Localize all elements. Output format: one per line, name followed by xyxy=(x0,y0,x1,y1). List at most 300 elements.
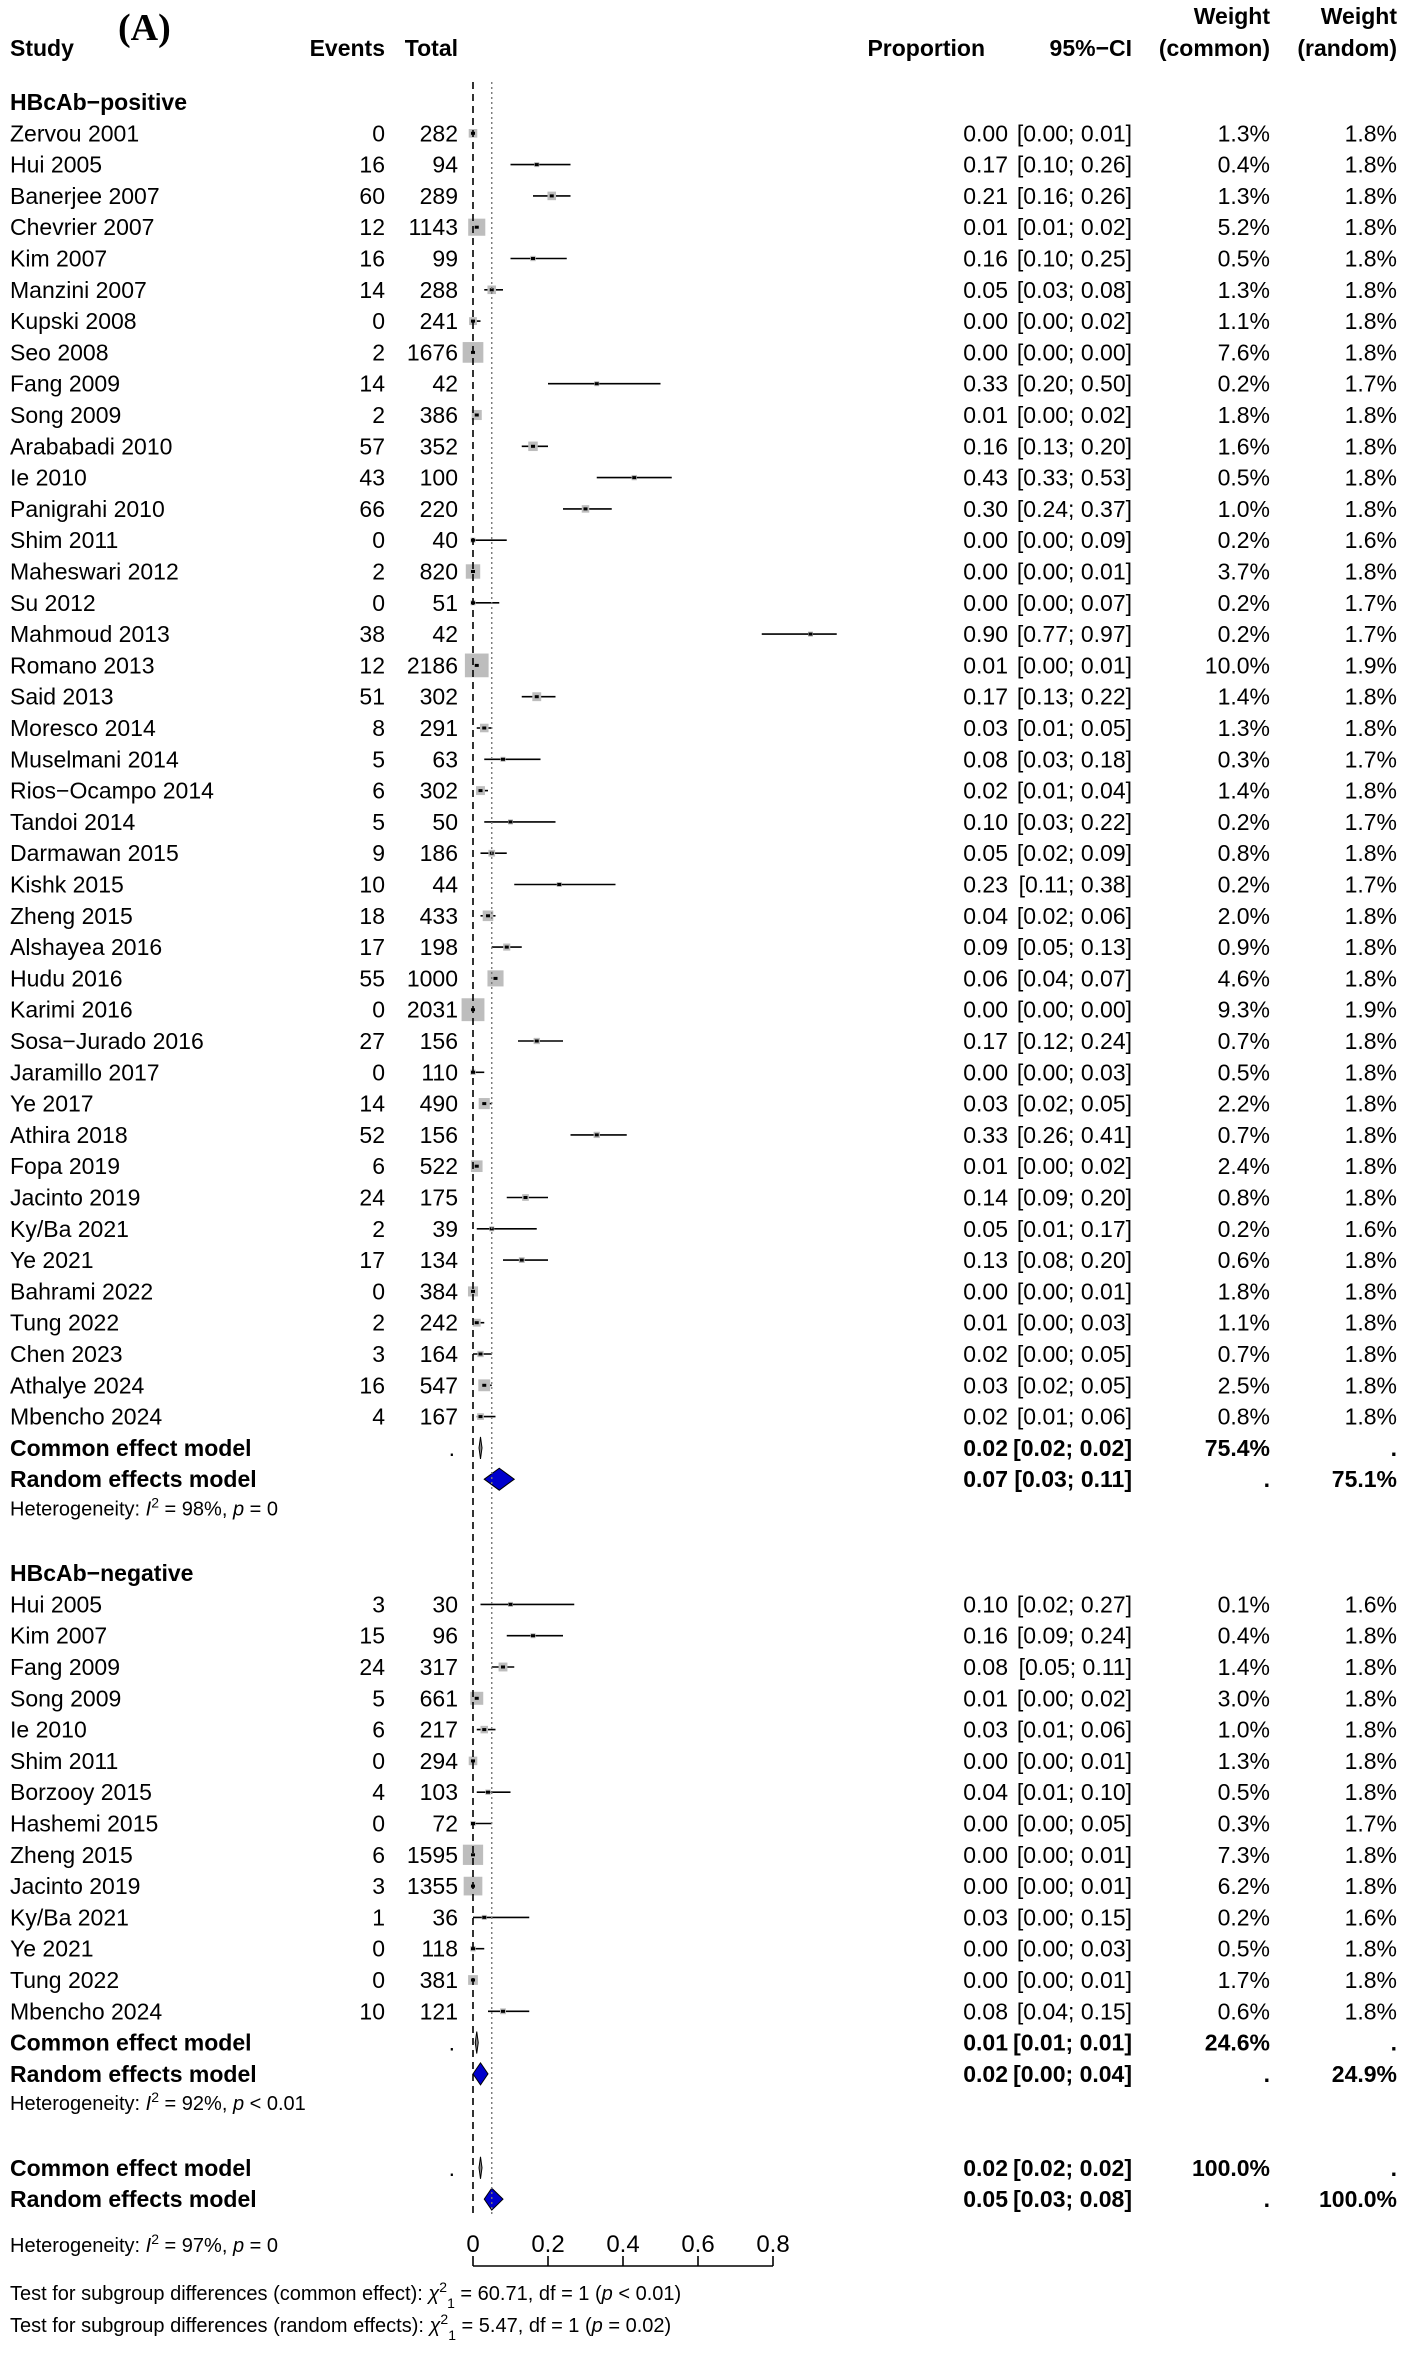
study-weight-common: 7.3% xyxy=(1217,1841,1270,1868)
study-label: Ky/Ba 2021 xyxy=(10,1215,129,1242)
study-events: 1 xyxy=(372,1904,385,1931)
random-model-weight-common: . xyxy=(1263,2060,1270,2087)
study-events: 14 xyxy=(359,370,385,397)
header-weight-random: Weight xyxy=(1320,3,1397,29)
study-label: Jacinto 2019 xyxy=(10,1184,141,1211)
study-total: 241 xyxy=(419,308,458,335)
study-proportion: 0.00 xyxy=(963,1810,1008,1837)
study-proportion: 0.00 xyxy=(963,996,1008,1023)
x-tick-label: 0.8 xyxy=(756,2231,790,2258)
study-proportion: 0.01 xyxy=(963,652,1008,679)
study-total: 134 xyxy=(419,1247,458,1274)
study-weight-random: 1.8% xyxy=(1344,902,1397,929)
random-model-weight-random: 75.1% xyxy=(1331,1466,1397,1493)
study-ci: [0.00; 0.01] xyxy=(1016,120,1132,147)
study-weight-random: 1.9% xyxy=(1344,652,1397,679)
study-weight-common: 1.3% xyxy=(1217,276,1270,303)
study-label: Hudu 2016 xyxy=(10,965,123,992)
study-total: 381 xyxy=(419,1967,458,1993)
study-weight-common: 0.5% xyxy=(1217,245,1270,272)
study-total: 156 xyxy=(419,1121,458,1148)
study-weight-random: 1.8% xyxy=(1344,1247,1397,1274)
x-tick-label: 0.4 xyxy=(606,2231,640,2258)
study-events: 4 xyxy=(372,1403,385,1430)
study-events: 18 xyxy=(359,902,385,929)
study-weight-common: 0.2% xyxy=(1217,1215,1270,1242)
study-events: 6 xyxy=(372,777,385,804)
study-weight-random: 1.8% xyxy=(1344,308,1397,335)
study-total: 282 xyxy=(419,120,458,147)
study-weight-random: 1.8% xyxy=(1344,245,1397,272)
study-events: 0 xyxy=(372,996,385,1023)
study-events: 0 xyxy=(372,120,385,147)
study-label: Mbencho 2024 xyxy=(10,1998,163,2025)
study-ci: [0.00; 0.02] xyxy=(1016,1685,1132,1712)
study-weight-common: 0.8% xyxy=(1217,840,1270,867)
study-total: 1000 xyxy=(406,965,458,992)
study-ci: [0.02; 0.05] xyxy=(1016,1372,1132,1399)
study-proportion: 0.14 xyxy=(963,1184,1008,1211)
study-total: 110 xyxy=(421,1059,458,1086)
random-model-ci: [0.00; 0.04] xyxy=(1013,2060,1132,2087)
study-label: Shim 2011 xyxy=(10,527,119,554)
study-total: 352 xyxy=(419,433,458,460)
study-proportion: 0.00 xyxy=(963,1059,1008,1086)
x-tick-label: 0.2 xyxy=(531,2231,565,2258)
study-proportion: 0.03 xyxy=(963,1372,1008,1399)
random-model-proportion: 0.02 xyxy=(963,2060,1008,2087)
study-proportion: 0.00 xyxy=(963,1967,1008,1993)
study-label: Maheswari 2012 xyxy=(10,558,179,585)
study-label: Kim 2007 xyxy=(10,245,108,272)
study-label: Zheng 2015 xyxy=(10,1841,133,1868)
study-ci: [0.00; 0.00] xyxy=(1016,339,1132,366)
study-total: 294 xyxy=(419,1747,458,1774)
study-ci: [0.10; 0.26] xyxy=(1016,151,1132,178)
study-total: 100 xyxy=(419,464,458,491)
study-ci: [0.77; 0.97] xyxy=(1016,621,1132,648)
study-events: 2 xyxy=(372,402,385,428)
study-weight-common: 1.3% xyxy=(1217,182,1270,209)
study-proportion: 0.04 xyxy=(963,1779,1008,1806)
study-ci: [0.00; 0.01] xyxy=(1016,558,1132,585)
study-events: 0 xyxy=(372,1278,385,1305)
study-weight-random: 1.8% xyxy=(1344,1059,1397,1086)
study-weight-random: 1.8% xyxy=(1344,1372,1397,1399)
study-proportion: 0.01 xyxy=(963,1309,1008,1336)
study-weight-common: 10.0% xyxy=(1204,652,1270,679)
study-weight-random: 1.8% xyxy=(1344,1841,1397,1868)
random-model-label: Random effects model xyxy=(10,2060,257,2087)
study-proportion: 0.33 xyxy=(963,370,1008,397)
study-events: 16 xyxy=(359,151,385,178)
study-label: Su 2012 xyxy=(10,589,96,616)
study-weight-common: 4.6% xyxy=(1217,965,1270,992)
study-total: 220 xyxy=(419,495,458,522)
group-heading: HBcAb−positive xyxy=(10,89,188,115)
study-total: 72 xyxy=(432,1810,458,1837)
study-ci: [0.01; 0.05] xyxy=(1016,715,1132,741)
study-weight-common: 0.5% xyxy=(1217,464,1270,491)
common-model-ci: [0.02; 0.02] xyxy=(1013,2154,1132,2181)
study-events: 9 xyxy=(372,840,385,867)
study-weight-common: 1.3% xyxy=(1217,715,1270,741)
study-events: 66 xyxy=(359,495,385,522)
study-weight-common: 0.3% xyxy=(1217,746,1270,773)
header-ci: 95%−CI xyxy=(1049,35,1132,61)
study-total: 490 xyxy=(419,1090,458,1117)
common-model-proportion: 0.02 xyxy=(963,2154,1008,2181)
study-ci: [0.01; 0.04] xyxy=(1016,777,1132,804)
study-events: 12 xyxy=(359,652,385,679)
study-proportion: 0.00 xyxy=(963,527,1008,554)
study-total: 44 xyxy=(432,871,458,898)
study-total: 50 xyxy=(432,808,458,835)
study-total: 289 xyxy=(419,182,458,209)
study-events: 5 xyxy=(372,808,385,835)
study-proportion: 0.16 xyxy=(963,245,1008,272)
random-model-weight-random: 100.0% xyxy=(1318,2186,1397,2213)
study-weight-common: 1.4% xyxy=(1217,683,1270,710)
study-weight-random: 1.8% xyxy=(1344,433,1397,460)
study-label: Moresco 2014 xyxy=(10,715,156,741)
study-events: 52 xyxy=(359,1121,385,1148)
study-events: 3 xyxy=(372,1591,385,1618)
study-ci: [0.00; 0.01] xyxy=(1016,652,1132,679)
study-total: 291 xyxy=(419,715,458,741)
common-diamond xyxy=(479,1437,482,1459)
study-label: Chevrier 2007 xyxy=(10,214,155,241)
study-label: Hui 2005 xyxy=(10,1591,103,1618)
study-weight-random: 1.8% xyxy=(1344,1403,1397,1430)
study-weight-common: 0.4% xyxy=(1217,1622,1270,1649)
study-label: Song 2009 xyxy=(10,1685,122,1712)
study-weight-random: 1.8% xyxy=(1344,339,1397,366)
random-model-label: Random effects model xyxy=(10,2186,257,2213)
study-events: 0 xyxy=(372,1810,385,1837)
study-weight-random: 1.8% xyxy=(1344,1121,1397,1148)
study-weight-common: 0.2% xyxy=(1217,871,1270,898)
study-ci: [0.00; 0.05] xyxy=(1016,1810,1132,1837)
study-total: 288 xyxy=(419,276,458,303)
study-events: 8 xyxy=(372,715,385,741)
study-weight-random: 1.8% xyxy=(1344,1278,1397,1305)
study-label: Ie 2010 xyxy=(10,1716,87,1743)
study-weight-random: 1.6% xyxy=(1344,1904,1397,1931)
study-proportion: 0.05 xyxy=(963,1215,1008,1242)
study-proportion: 0.01 xyxy=(963,1153,1008,1180)
study-proportion: 0.08 xyxy=(963,746,1008,773)
study-ci: [0.09; 0.24] xyxy=(1016,1622,1132,1649)
study-proportion: 0.21 xyxy=(963,182,1008,209)
study-total: 186 xyxy=(419,840,458,867)
study-weight-common: 7.6% xyxy=(1217,339,1270,366)
study-label: Mbencho 2024 xyxy=(10,1403,163,1430)
study-weight-random: 1.8% xyxy=(1344,1716,1397,1743)
study-weight-common: 9.3% xyxy=(1217,996,1270,1023)
common-diamond xyxy=(475,2032,478,2054)
study-total: 302 xyxy=(419,683,458,710)
study-weight-common: 1.1% xyxy=(1217,1309,1270,1336)
common-model-ci: [0.02; 0.02] xyxy=(1013,1434,1132,1461)
study-events: 2 xyxy=(372,1309,385,1336)
study-proportion: 0.10 xyxy=(963,1591,1008,1618)
study-weight-random: 1.8% xyxy=(1344,1654,1397,1680)
random-diamond xyxy=(473,2063,488,2085)
study-proportion: 0.16 xyxy=(963,1622,1008,1649)
study-proportion: 0.00 xyxy=(963,1278,1008,1305)
study-proportion: 0.02 xyxy=(963,1341,1008,1367)
study-weight-common: 0.2% xyxy=(1217,808,1270,835)
study-proportion: 0.00 xyxy=(963,339,1008,366)
study-proportion: 0.09 xyxy=(963,934,1008,961)
study-proportion: 0.30 xyxy=(963,495,1008,522)
study-label: Hashemi 2015 xyxy=(10,1810,159,1837)
study-events: 0 xyxy=(372,1935,385,1962)
study-total: 42 xyxy=(432,370,458,397)
study-label: Bahrami 2022 xyxy=(10,1278,154,1305)
common-model-weight-random: . xyxy=(1390,1434,1397,1461)
study-weight-common: 1.6% xyxy=(1217,433,1270,460)
study-proportion: 0.00 xyxy=(963,1747,1008,1774)
study-label: Sosa−Jurado 2016 xyxy=(10,1028,204,1054)
study-total: 2031 xyxy=(406,996,458,1023)
study-weight-common: 0.2% xyxy=(1217,589,1270,616)
study-ci: [0.02; 0.09] xyxy=(1016,840,1132,867)
study-total: 302 xyxy=(419,777,458,804)
study-ci: [0.00; 0.05] xyxy=(1016,1341,1132,1367)
common-model-weight-random: . xyxy=(1390,2029,1397,2056)
study-label: Muselmani 2014 xyxy=(10,746,179,773)
study-total: 661 xyxy=(419,1685,458,1712)
study-events: 14 xyxy=(359,276,385,303)
study-label: Jacinto 2019 xyxy=(10,1873,141,1900)
heterogeneity-text: Heterogeneity: $I^2 = 92\%$, p < 0.01 xyxy=(10,2089,306,2116)
study-ci: [0.00; 0.00] xyxy=(1016,996,1132,1023)
study-ci: [0.04; 0.15] xyxy=(1016,1998,1132,2025)
study-total: 94 xyxy=(432,151,458,178)
study-events: 10 xyxy=(359,871,385,898)
study-weight-random: 1.8% xyxy=(1344,402,1397,428)
study-label: Alshayea 2016 xyxy=(10,934,163,961)
study-weight-common: 0.6% xyxy=(1217,1998,1270,2025)
study-total: 36 xyxy=(432,1904,458,1931)
study-events: 17 xyxy=(359,934,385,961)
random-model-proportion: 0.05 xyxy=(963,2186,1008,2213)
study-label: Manzini 2007 xyxy=(10,276,147,303)
study-ci: [0.13; 0.22] xyxy=(1016,683,1132,710)
study-label: Kupski 2008 xyxy=(10,308,137,335)
study-weight-common: 0.2% xyxy=(1217,1904,1270,1931)
study-ci: [0.00; 0.03] xyxy=(1016,1309,1132,1336)
random-model-ci: [0.03; 0.11] xyxy=(1014,1466,1132,1493)
study-weight-common: 0.8% xyxy=(1217,1403,1270,1430)
study-events: 2 xyxy=(372,1215,385,1242)
header-total: Total xyxy=(404,35,458,61)
study-proportion: 0.04 xyxy=(963,902,1008,929)
study-label: Zervou 2001 xyxy=(10,120,140,147)
study-total: 175 xyxy=(419,1184,458,1211)
common-model-label: Common effect model xyxy=(10,2154,252,2181)
study-events: 6 xyxy=(372,1153,385,1180)
common-model-label: Common effect model xyxy=(10,2029,252,2056)
study-ci: [0.00; 0.02] xyxy=(1016,1153,1132,1180)
study-ci: [0.00; 0.01] xyxy=(1016,1873,1132,1900)
study-ci: [0.20; 0.50] xyxy=(1016,370,1132,397)
study-events: 5 xyxy=(372,1685,385,1712)
study-proportion: 0.03 xyxy=(963,715,1008,741)
study-weight-common: 6.2% xyxy=(1217,1873,1270,1900)
study-events: 3 xyxy=(372,1873,385,1900)
study-weight-random: 1.8% xyxy=(1344,1935,1397,1962)
study-weight-random: 1.7% xyxy=(1344,370,1397,397)
subgroup-test-text: Test for subgroup differences (random effects): $\chi^2_1 = 5.47$, df = 1 (p = 0.02) xyxy=(10,2311,672,2343)
study-proportion: 0.17 xyxy=(963,151,1008,178)
study-ci: [0.10; 0.25] xyxy=(1016,245,1132,272)
study-weight-common: 0.2% xyxy=(1217,370,1270,397)
study-events: 24 xyxy=(359,1654,385,1680)
study-total: 121 xyxy=(419,1998,458,2025)
common-model-proportion: 0.02 xyxy=(963,1434,1008,1461)
study-weight-common: 5.2% xyxy=(1217,214,1270,241)
study-events: 6 xyxy=(372,1716,385,1743)
study-label: Chen 2023 xyxy=(10,1341,123,1367)
study-ci: [0.01; 0.06] xyxy=(1016,1716,1132,1743)
study-weight-random: 1.8% xyxy=(1344,214,1397,241)
study-ci: [0.00; 0.03] xyxy=(1016,1059,1132,1086)
study-label: Ye 2021 xyxy=(10,1935,94,1962)
study-weight-random: 1.7% xyxy=(1344,808,1397,835)
study-ci: [0.00; 0.03] xyxy=(1016,1935,1132,1962)
study-weight-random: 1.8% xyxy=(1344,1685,1397,1712)
study-events: 27 xyxy=(359,1028,385,1054)
study-proportion: 0.00 xyxy=(963,558,1008,585)
study-proportion: 0.17 xyxy=(963,683,1008,710)
study-label: Athira 2018 xyxy=(10,1121,128,1148)
common-model-weight-random: . xyxy=(1390,2154,1397,2181)
study-label: Kim 2007 xyxy=(10,1622,108,1649)
study-ci: [0.08; 0.20] xyxy=(1016,1247,1132,1274)
study-proportion: 0.00 xyxy=(963,1841,1008,1868)
study-label: Ye 2017 xyxy=(10,1090,94,1117)
header-common: (common) xyxy=(1158,35,1270,61)
common-model-ci: [0.01; 0.01] xyxy=(1013,2029,1132,2056)
study-proportion: 0.02 xyxy=(963,1403,1008,1430)
study-weight-common: 0.5% xyxy=(1217,1779,1270,1806)
study-proportion: 0.23 xyxy=(963,871,1008,898)
study-total: 433 xyxy=(419,902,458,929)
study-weight-random: 1.8% xyxy=(1344,934,1397,961)
study-total: 2186 xyxy=(406,652,458,679)
study-label: Borzooy 2015 xyxy=(10,1779,152,1806)
study-ci: [0.12; 0.24] xyxy=(1016,1028,1132,1054)
study-label: Fopa 2019 xyxy=(10,1153,120,1180)
study-events: 10 xyxy=(359,1998,385,2025)
study-weight-random: 1.6% xyxy=(1344,527,1397,554)
study-total: 167 xyxy=(419,1403,458,1430)
study-total: 217 xyxy=(419,1716,458,1743)
subgroup-test-text: Test for subgroup differences (common effect): $\chi^2_1 = 60.71$, df = 1 (p < 0.01) xyxy=(10,2279,682,2311)
study-label: Tandoi 2014 xyxy=(10,808,136,835)
random-model-ci: [0.03; 0.08] xyxy=(1013,2186,1132,2213)
study-ci: [0.00; 0.15] xyxy=(1016,1904,1132,1931)
study-total: 39 xyxy=(432,1215,458,1242)
study-weight-random: 1.8% xyxy=(1344,120,1397,147)
study-weight-common: 3.0% xyxy=(1217,1685,1270,1712)
study-total: 42 xyxy=(432,621,458,648)
study-label: Karimi 2016 xyxy=(10,996,133,1023)
overall-heterogeneity-text: Heterogeneity: $I^2 = 97\%$, p = 0 xyxy=(10,2231,278,2257)
study-weight-common: 0.6% xyxy=(1217,1247,1270,1274)
study-weight-common: 0.7% xyxy=(1217,1341,1270,1367)
study-events: 2 xyxy=(372,558,385,585)
study-label: Tung 2022 xyxy=(10,1309,120,1336)
study-proportion: 0.10 xyxy=(963,808,1008,835)
study-proportion: 0.01 xyxy=(963,402,1008,428)
study-proportion: 0.90 xyxy=(963,621,1008,648)
study-events: 43 xyxy=(359,464,385,491)
study-ci: [0.05; 0.11] xyxy=(1018,1654,1132,1680)
study-events: 16 xyxy=(359,245,385,272)
study-weight-random: 1.8% xyxy=(1344,1622,1397,1649)
study-proportion: 0.00 xyxy=(963,1935,1008,1962)
study-events: 5 xyxy=(372,746,385,773)
study-weight-random: 1.8% xyxy=(1344,1873,1397,1900)
study-weight-random: 1.8% xyxy=(1344,1998,1397,2025)
random-diamond xyxy=(484,2188,503,2210)
study-weight-common: 1.8% xyxy=(1217,1278,1270,1305)
study-label: Mahmoud 2013 xyxy=(10,621,170,648)
study-total: 99 xyxy=(432,245,458,272)
study-total: 40 xyxy=(432,527,458,554)
random-model-weight-common: . xyxy=(1263,1466,1270,1493)
study-label: Said 2013 xyxy=(10,683,114,710)
study-label: Tung 2022 xyxy=(10,1967,120,1993)
study-weight-common: 1.4% xyxy=(1217,1654,1270,1680)
header-proportion: Proportion xyxy=(867,35,985,61)
study-events: 0 xyxy=(372,1747,385,1774)
common-model-weight-common: 100.0% xyxy=(1191,2154,1270,2181)
study-events: 17 xyxy=(359,1247,385,1274)
study-weight-common: 0.1% xyxy=(1217,1591,1270,1618)
study-proportion: 0.08 xyxy=(963,1998,1008,2025)
study-events: 6 xyxy=(372,1841,385,1868)
study-label: Fang 2009 xyxy=(10,370,120,397)
study-ci: [0.02; 0.05] xyxy=(1016,1090,1132,1117)
study-label: Darmawan 2015 xyxy=(10,840,179,867)
study-proportion: 0.06 xyxy=(963,965,1008,992)
study-label: Song 2009 xyxy=(10,402,122,428)
study-events: 2 xyxy=(372,339,385,366)
study-proportion: 0.02 xyxy=(963,777,1008,804)
study-weight-random: 1.8% xyxy=(1344,276,1397,303)
x-tick-label: 0.6 xyxy=(681,2231,715,2258)
random-diamond xyxy=(484,1468,514,1490)
study-weight-random: 1.7% xyxy=(1344,746,1397,773)
study-proportion: 0.00 xyxy=(963,308,1008,335)
study-events: 38 xyxy=(359,621,385,648)
study-total: 547 xyxy=(419,1372,458,1399)
study-label: Seo 2008 xyxy=(10,339,109,366)
study-ci: [0.24; 0.37] xyxy=(1016,495,1132,522)
study-label: Ky/Ba 2021 xyxy=(10,1904,129,1931)
study-weight-common: 1.1% xyxy=(1217,308,1270,335)
study-weight-random: 1.6% xyxy=(1344,1215,1397,1242)
study-proportion: 0.03 xyxy=(963,1716,1008,1743)
study-weight-random: 1.6% xyxy=(1344,1591,1397,1618)
study-weight-random: 1.8% xyxy=(1344,1341,1397,1367)
study-label: Zheng 2015 xyxy=(10,902,133,929)
